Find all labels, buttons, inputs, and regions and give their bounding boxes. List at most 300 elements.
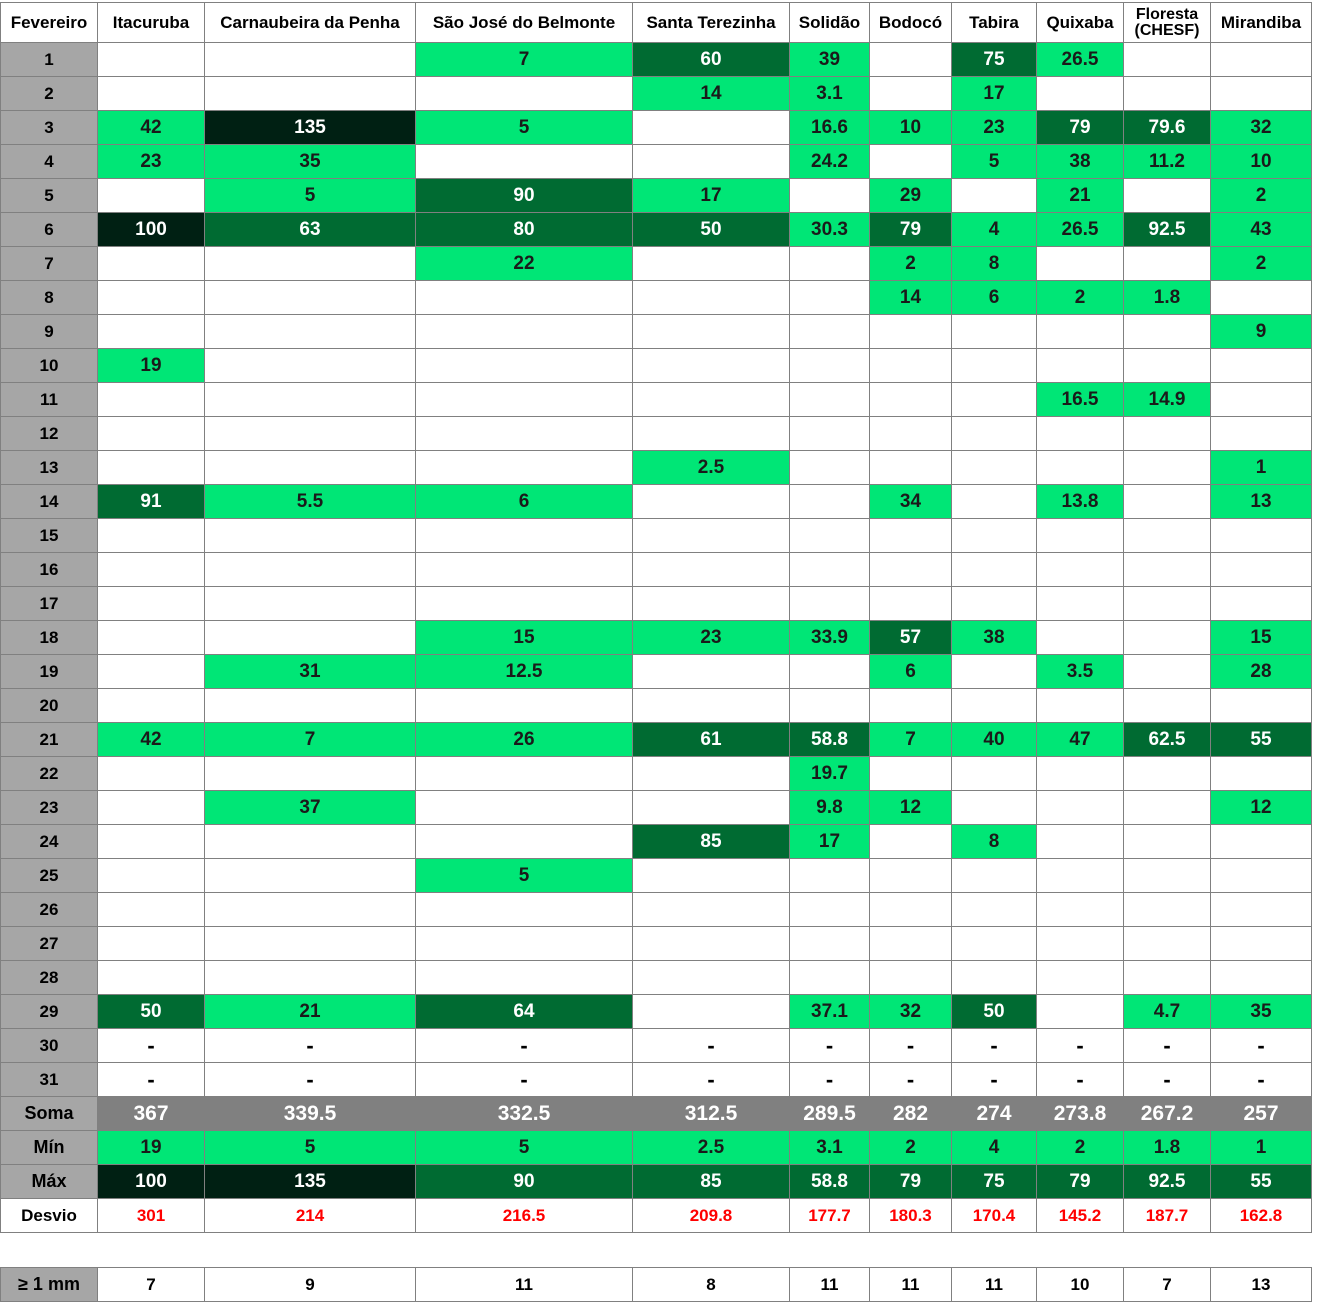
rain-cell <box>790 893 870 927</box>
rain-cell <box>416 145 633 179</box>
rain-cell <box>952 859 1037 893</box>
rain-cell <box>633 247 790 281</box>
day-row <box>1 791 1312 825</box>
day-label: 6 <box>1 213 98 247</box>
rain-cell <box>205 689 416 723</box>
rain-cell: 80 <box>416 213 633 247</box>
rain-cell: 40 <box>952 723 1037 757</box>
day-label: 29 <box>1 995 98 1029</box>
corner-label: Fevereiro <box>1 3 98 43</box>
column-header: Floresta (CHESF) <box>1124 3 1211 43</box>
count-row-label: ≥ 1 mm <box>1 1268 98 1302</box>
rain-cell: 8 <box>952 825 1037 859</box>
soma-row-cell: 274 <box>952 1097 1037 1131</box>
day-row <box>1 77 1312 111</box>
rain-cell <box>790 417 870 451</box>
rain-cell <box>1037 961 1124 995</box>
rain-cell: 1.8 <box>1124 281 1211 315</box>
rain-cell <box>416 553 633 587</box>
day-row <box>1 961 1312 995</box>
desvio-row-cell: 214 <box>205 1199 416 1233</box>
rain-cell <box>98 383 205 417</box>
rain-cell: - <box>1124 1029 1211 1063</box>
rain-cell: 10 <box>1211 145 1312 179</box>
soma-row-cell: 339.5 <box>205 1097 416 1131</box>
rain-cell <box>1037 757 1124 791</box>
rain-cell: 90 <box>416 179 633 213</box>
rain-cell <box>870 587 952 621</box>
day-row <box>1 111 1312 145</box>
day-row <box>1 757 1312 791</box>
rain-cell: 23 <box>952 111 1037 145</box>
rain-cell <box>870 519 952 553</box>
day-row <box>1 383 1312 417</box>
day-label: 3 <box>1 111 98 145</box>
rain-cell: 16.5 <box>1037 383 1124 417</box>
rain-cell: 13.8 <box>1037 485 1124 519</box>
day-row <box>1 179 1312 213</box>
soma-row-cell: 257 <box>1211 1097 1312 1131</box>
day-label: 11 <box>1 383 98 417</box>
rain-cell: - <box>205 1029 416 1063</box>
count-row-cell: 10 <box>1037 1268 1124 1302</box>
rain-cell <box>1037 519 1124 553</box>
rain-cell <box>205 519 416 553</box>
rain-cell <box>1037 247 1124 281</box>
rain-cell <box>790 655 870 689</box>
desvio-row-label: Desvio <box>1 1199 98 1233</box>
rain-cell <box>870 417 952 451</box>
rain-cell <box>205 383 416 417</box>
rain-cell <box>633 553 790 587</box>
rain-cell <box>205 621 416 655</box>
day-label: 26 <box>1 893 98 927</box>
rain-cell: 47 <box>1037 723 1124 757</box>
soma-row-cell: 332.5 <box>416 1097 633 1131</box>
rain-cell: 22 <box>416 247 633 281</box>
column-header: Bodocó <box>870 3 952 43</box>
desvio-row-cell: 209.8 <box>633 1199 790 1233</box>
rain-cell <box>790 247 870 281</box>
rain-cell <box>790 383 870 417</box>
rain-cell: 43 <box>1211 213 1312 247</box>
max-row-cell: 85 <box>633 1165 790 1199</box>
rain-cell <box>1211 927 1312 961</box>
rain-cell: 6 <box>416 485 633 519</box>
rain-cell <box>790 281 870 315</box>
day-label: 27 <box>1 927 98 961</box>
rain-cell <box>633 859 790 893</box>
rain-cell <box>416 77 633 111</box>
rain-cell <box>416 791 633 825</box>
rain-cell <box>205 247 416 281</box>
rain-cell: 85 <box>633 825 790 859</box>
rain-cell: 79.6 <box>1124 111 1211 145</box>
rain-cell <box>416 519 633 553</box>
desvio-row-cell: 145.2 <box>1037 1199 1124 1233</box>
desvio-row-cell: 216.5 <box>416 1199 633 1233</box>
day-row <box>1 927 1312 961</box>
rain-cell <box>1211 859 1312 893</box>
column-header: Itacuruba <box>98 3 205 43</box>
rain-cell <box>1124 519 1211 553</box>
rain-cell: - <box>1037 1029 1124 1063</box>
day-row <box>1 485 1312 519</box>
column-header: Solidão <box>790 3 870 43</box>
rain-cell: 8 <box>952 247 1037 281</box>
rain-cell <box>952 553 1037 587</box>
rain-cell <box>1037 927 1124 961</box>
count-row-cell: 11 <box>416 1268 633 1302</box>
rain-cell <box>205 587 416 621</box>
rain-cell <box>98 587 205 621</box>
rain-cell <box>416 349 633 383</box>
rain-cell: 62.5 <box>1124 723 1211 757</box>
rain-cell <box>205 43 416 77</box>
day-row <box>1 689 1312 723</box>
rain-cell: 30.3 <box>790 213 870 247</box>
rain-cell <box>870 383 952 417</box>
rain-cell <box>790 961 870 995</box>
min-row-cell: 3.1 <box>790 1131 870 1165</box>
rain-cell: 91 <box>98 485 205 519</box>
rain-cell: 17 <box>633 179 790 213</box>
rain-cell <box>1211 383 1312 417</box>
rain-cell <box>633 417 790 451</box>
rain-cell <box>1211 825 1312 859</box>
rain-cell: 79 <box>1037 111 1124 145</box>
rain-cell: 14.9 <box>1124 383 1211 417</box>
desvio-row-cell: 187.7 <box>1124 1199 1211 1233</box>
rain-cell <box>870 451 952 485</box>
day-label: 4 <box>1 145 98 179</box>
rain-cell: - <box>205 1063 416 1097</box>
rain-cell <box>870 757 952 791</box>
day-row <box>1 247 1312 281</box>
rain-cell <box>98 689 205 723</box>
rain-cell <box>952 791 1037 825</box>
day-row <box>1 723 1312 757</box>
rain-cell <box>98 417 205 451</box>
rain-cell: 23 <box>98 145 205 179</box>
rain-cell <box>205 315 416 349</box>
rain-cell: 10 <box>870 111 952 145</box>
rain-cell <box>205 893 416 927</box>
day-label: 22 <box>1 757 98 791</box>
rain-cell: - <box>952 1029 1037 1063</box>
rain-cell <box>633 655 790 689</box>
day-label: 5 <box>1 179 98 213</box>
max-row <box>1 1165 1312 1199</box>
rain-cell: - <box>1037 1063 1124 1097</box>
rain-cell: 28 <box>1211 655 1312 689</box>
rain-cell <box>1124 927 1211 961</box>
min-row-cell: 2.5 <box>633 1131 790 1165</box>
rain-cell: - <box>790 1029 870 1063</box>
rain-cell <box>416 383 633 417</box>
day-label: 2 <box>1 77 98 111</box>
min-row <box>1 1131 1312 1165</box>
day-row <box>1 553 1312 587</box>
rain-cell: 38 <box>952 621 1037 655</box>
rain-cell <box>633 995 790 1029</box>
rain-cell: 58.8 <box>790 723 870 757</box>
count-row-cell: 8 <box>633 1268 790 1302</box>
rain-cell: 57 <box>870 621 952 655</box>
column-header: Quixaba <box>1037 3 1124 43</box>
day-label: 24 <box>1 825 98 859</box>
rain-cell: 42 <box>98 723 205 757</box>
day-row <box>1 519 1312 553</box>
rain-cell <box>790 349 870 383</box>
rain-cell <box>952 485 1037 519</box>
rain-cell <box>98 43 205 77</box>
rain-cell <box>416 961 633 995</box>
day-label: 17 <box>1 587 98 621</box>
rain-cell <box>952 451 1037 485</box>
rain-cell <box>205 349 416 383</box>
rain-cell: 6 <box>952 281 1037 315</box>
rain-cell: 60 <box>633 43 790 77</box>
rain-cell: 7 <box>205 723 416 757</box>
rain-cell: 29 <box>870 179 952 213</box>
rain-cell <box>1037 791 1124 825</box>
rain-cell: 5 <box>416 859 633 893</box>
rain-cell <box>1037 995 1124 1029</box>
rain-cell <box>633 111 790 145</box>
rain-cell: 100 <box>98 213 205 247</box>
max-row-cell: 58.8 <box>790 1165 870 1199</box>
max-row-cell: 135 <box>205 1165 416 1199</box>
rain-cell <box>633 349 790 383</box>
rain-cell <box>870 315 952 349</box>
rain-cell <box>1037 451 1124 485</box>
day-row <box>1 1029 1312 1063</box>
soma-row-cell: 267.2 <box>1124 1097 1211 1131</box>
rain-cell <box>870 349 952 383</box>
rain-cell <box>98 247 205 281</box>
rain-cell: 79 <box>870 213 952 247</box>
rain-cell <box>416 587 633 621</box>
rain-cell <box>1124 961 1211 995</box>
min-row-cell: 1.8 <box>1124 1131 1211 1165</box>
soma-row-cell: 367 <box>98 1097 205 1131</box>
rain-cell <box>416 315 633 349</box>
rain-cell <box>633 689 790 723</box>
day-label: 7 <box>1 247 98 281</box>
day-label: 1 <box>1 43 98 77</box>
day-label: 10 <box>1 349 98 383</box>
desvio-row <box>1 1199 1312 1233</box>
rain-cell: 6 <box>870 655 952 689</box>
rain-cell: 50 <box>952 995 1037 1029</box>
count-row-cell: 11 <box>790 1268 870 1302</box>
rain-cell <box>870 77 952 111</box>
rain-cell: 21 <box>1037 179 1124 213</box>
rain-cell <box>790 485 870 519</box>
day-row <box>1 1063 1312 1097</box>
rain-cell: 3.5 <box>1037 655 1124 689</box>
rain-cell <box>790 859 870 893</box>
count-row-cell: 7 <box>1124 1268 1211 1302</box>
rain-cell: 9 <box>1211 315 1312 349</box>
day-label: 13 <box>1 451 98 485</box>
rain-cell <box>98 893 205 927</box>
desvio-row-cell: 170.4 <box>952 1199 1037 1233</box>
day-rows <box>1 43 1312 1097</box>
desvio-row-cell: 177.7 <box>790 1199 870 1233</box>
rain-cell <box>1124 757 1211 791</box>
column-header: Carnaubeira da Penha <box>205 3 416 43</box>
count-row-cell: 7 <box>98 1268 205 1302</box>
header-row <box>1 3 1312 43</box>
rain-cell: - <box>98 1063 205 1097</box>
rain-cell <box>952 587 1037 621</box>
day-row <box>1 315 1312 349</box>
day-row <box>1 451 1312 485</box>
rain-cell <box>1211 757 1312 791</box>
rain-cell <box>1037 825 1124 859</box>
rain-cell <box>98 825 205 859</box>
rain-cell <box>1037 553 1124 587</box>
day-row <box>1 281 1312 315</box>
rain-cell <box>1037 859 1124 893</box>
rain-cell <box>790 315 870 349</box>
rain-cell <box>1211 77 1312 111</box>
day-row <box>1 417 1312 451</box>
rain-cell: 35 <box>205 145 416 179</box>
rain-cell <box>205 417 416 451</box>
day-label: 31 <box>1 1063 98 1097</box>
rain-cell: 12 <box>870 791 952 825</box>
rain-cell <box>205 825 416 859</box>
desvio-row-cell: 301 <box>98 1199 205 1233</box>
rain-cell: 7 <box>416 43 633 77</box>
day-label: 9 <box>1 315 98 349</box>
count-row-cell: 11 <box>870 1268 952 1302</box>
rain-cell <box>952 349 1037 383</box>
day-label: 21 <box>1 723 98 757</box>
rain-cell <box>205 859 416 893</box>
rain-cell: - <box>1124 1063 1211 1097</box>
min-row-cell: 5 <box>416 1131 633 1165</box>
max-row-cell: 92.5 <box>1124 1165 1211 1199</box>
rain-cell: 64 <box>416 995 633 1029</box>
rain-cell <box>1037 587 1124 621</box>
rain-cell <box>205 927 416 961</box>
rain-cell: - <box>952 1063 1037 1097</box>
rain-cell <box>952 315 1037 349</box>
max-row-cell: 75 <box>952 1165 1037 1199</box>
rain-cell: - <box>1211 1029 1312 1063</box>
rain-cell <box>952 757 1037 791</box>
rain-cell <box>1124 553 1211 587</box>
rain-cell <box>1124 247 1211 281</box>
rain-cell: 5.5 <box>205 485 416 519</box>
rain-cell <box>870 927 952 961</box>
day-row <box>1 825 1312 859</box>
count-row-cell: 13 <box>1211 1268 1312 1302</box>
rain-cell <box>633 145 790 179</box>
rain-cell: 50 <box>98 995 205 1029</box>
day-label: 18 <box>1 621 98 655</box>
rain-cell <box>416 689 633 723</box>
rain-cell <box>633 383 790 417</box>
rain-cell: 19.7 <box>790 757 870 791</box>
day-label: 16 <box>1 553 98 587</box>
day-label: 23 <box>1 791 98 825</box>
rain-cell <box>1124 349 1211 383</box>
rain-cell <box>1037 77 1124 111</box>
rain-cell: 32 <box>870 995 952 1029</box>
rain-cell <box>790 553 870 587</box>
rain-cell: 9.8 <box>790 791 870 825</box>
rain-cell: 15 <box>1211 621 1312 655</box>
rain-cell: 33.9 <box>790 621 870 655</box>
min-row-label: Mín <box>1 1131 98 1165</box>
rain-cell: 3.1 <box>790 77 870 111</box>
rain-cell <box>633 961 790 995</box>
rain-cell: 5 <box>416 111 633 145</box>
rain-cell: 61 <box>633 723 790 757</box>
column-header: São José do Belmonte <box>416 3 633 43</box>
rain-cell <box>633 587 790 621</box>
rain-cell <box>1124 77 1211 111</box>
day-label: 19 <box>1 655 98 689</box>
rain-cell <box>1124 451 1211 485</box>
rain-cell: 75 <box>952 43 1037 77</box>
soma-row-cell: 282 <box>870 1097 952 1131</box>
rain-cell <box>1211 689 1312 723</box>
rain-cell: 12.5 <box>416 655 633 689</box>
max-row-label: Máx <box>1 1165 98 1199</box>
rain-cell <box>98 281 205 315</box>
min-row-cell: 1 <box>1211 1131 1312 1165</box>
max-row-cell: 79 <box>870 1165 952 1199</box>
day-label: 25 <box>1 859 98 893</box>
day-row <box>1 655 1312 689</box>
rain-cell <box>1211 43 1312 77</box>
max-row-cell: 79 <box>1037 1165 1124 1199</box>
day-label: 14 <box>1 485 98 519</box>
rain-cell <box>870 859 952 893</box>
rain-cell <box>98 927 205 961</box>
rain-cell: 5 <box>205 179 416 213</box>
rain-cell <box>416 451 633 485</box>
rain-cell <box>1124 485 1211 519</box>
rain-cell <box>952 655 1037 689</box>
rain-cell: 11.2 <box>1124 145 1211 179</box>
day-label: 20 <box>1 689 98 723</box>
rain-cell <box>205 553 416 587</box>
rain-cell: 34 <box>870 485 952 519</box>
rain-cell <box>205 451 416 485</box>
rain-cell <box>790 179 870 213</box>
rain-cell <box>952 519 1037 553</box>
rain-cell <box>790 451 870 485</box>
rain-cell: 2 <box>1037 281 1124 315</box>
rain-cell: 26 <box>416 723 633 757</box>
rain-cell: 26.5 <box>1037 43 1124 77</box>
rain-cell <box>633 281 790 315</box>
rain-cell <box>416 417 633 451</box>
rain-cell <box>870 825 952 859</box>
rain-cell <box>790 519 870 553</box>
day-label: 30 <box>1 1029 98 1063</box>
day-label: 15 <box>1 519 98 553</box>
rain-cell: 2 <box>1211 179 1312 213</box>
day-row <box>1 859 1312 893</box>
